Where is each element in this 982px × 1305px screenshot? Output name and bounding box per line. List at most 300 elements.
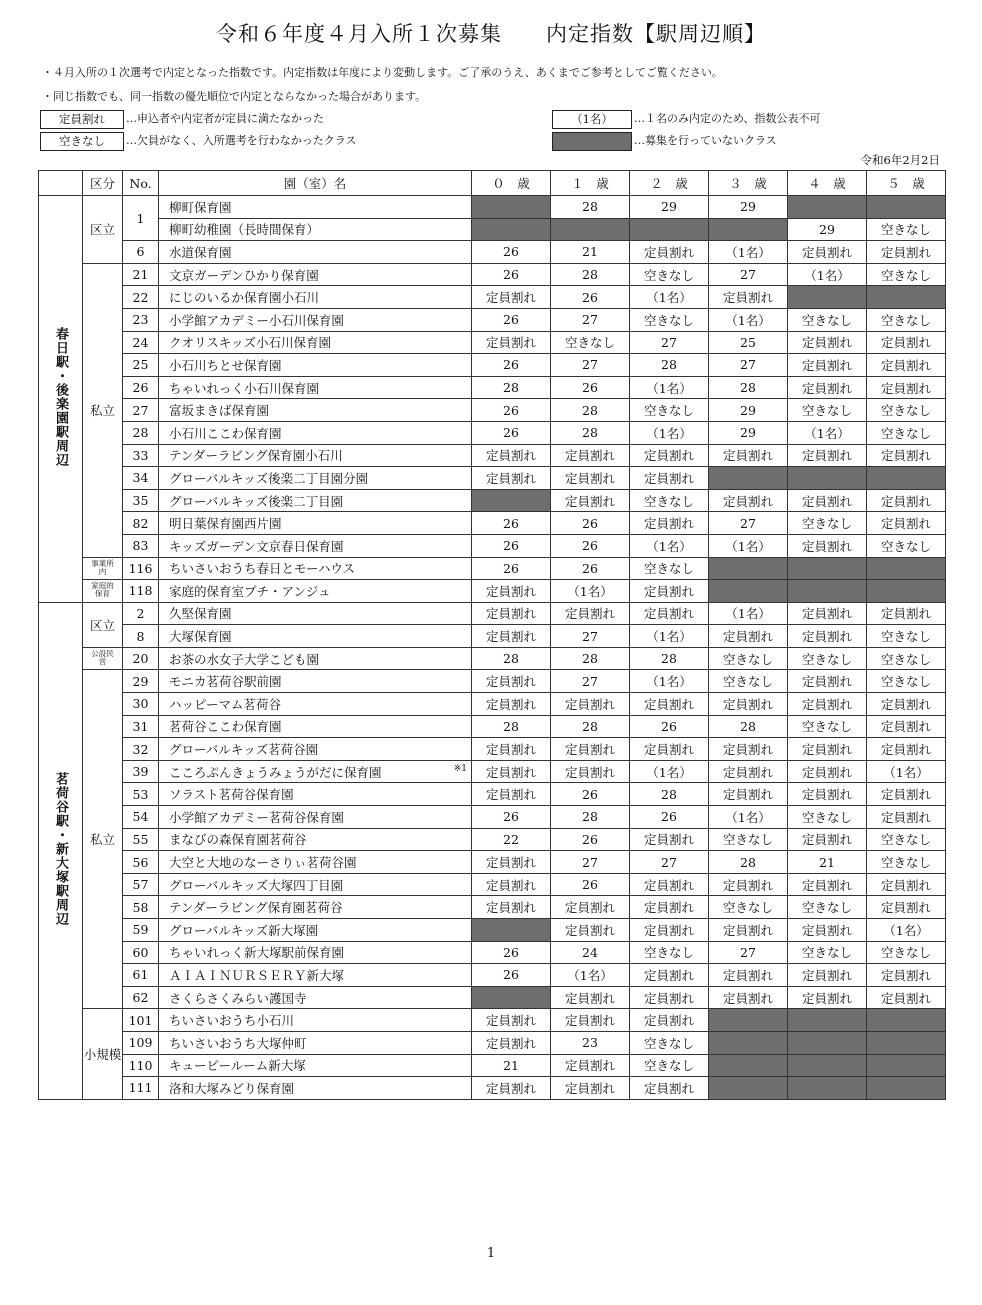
no-recruitment-cell: [867, 467, 946, 490]
score-cell-age-1: 28: [551, 647, 630, 670]
score-cell-age-3: 29: [709, 399, 788, 422]
score-cell-age-0: 26: [472, 941, 551, 964]
score-cell-age-0: 定員割れ: [472, 738, 551, 761]
score-cell-age-2: 空きなし: [630, 1031, 709, 1054]
score-cell-age-1: 21: [551, 241, 630, 264]
score-cell-age-0: 28: [472, 715, 551, 738]
no-recruitment-cell: [788, 557, 867, 580]
no-cell: 6: [123, 241, 159, 264]
table-row: [39, 354, 946, 377]
score-cell-age-4: 空きなし: [788, 896, 867, 919]
score-cell-age-0: 22: [472, 828, 551, 851]
score-cell-age-5: 定員割れ: [867, 331, 946, 354]
score-cell-age-4: 定員割れ: [788, 828, 867, 851]
score-cell-age-0: 26: [472, 421, 551, 444]
table-row: [39, 760, 946, 783]
facility-name: こころぷんきょうみょうがだに保育園: [169, 764, 382, 780]
facility-name: 柳町幼稚園（長時間保育）: [169, 222, 320, 238]
score-cell-age-3: 28: [709, 851, 788, 874]
no-cell: 109: [123, 1031, 159, 1054]
facility-name: ソラスト茗荷谷保育園: [169, 787, 294, 803]
no-cell: 57: [123, 873, 159, 896]
facility-name-cell: [159, 399, 472, 422]
legend-teiin-box: 定員割れ: [40, 110, 124, 129]
score-cell-age-1: 28: [551, 196, 630, 219]
no-recruitment-cell: [472, 196, 551, 219]
score-cell-age-2: 空きなし: [630, 308, 709, 331]
no-cell: 32: [123, 738, 159, 761]
score-cell-age-2: 空きなし: [630, 941, 709, 964]
header-category: 区分: [83, 171, 123, 196]
score-cell-age-2: 定員割れ: [630, 580, 709, 603]
score-cell-age-0: 26: [472, 308, 551, 331]
score-cell-age-3: 定員割れ: [709, 489, 788, 512]
table-row: [39, 1031, 946, 1054]
no-cell: 111: [123, 1077, 159, 1100]
no-recruitment-cell: [867, 1077, 946, 1100]
score-cell-age-3: 空きなし: [709, 647, 788, 670]
score-cell-age-5: 空きなし: [867, 625, 946, 648]
score-cell-age-0: 26: [472, 399, 551, 422]
category-label: 事業所内: [91, 558, 114, 576]
score-cell-age-3: 定員割れ: [709, 964, 788, 987]
no-cell: 1: [123, 196, 159, 241]
facility-name-cell: [159, 286, 472, 309]
score-cell-age-3: （1名）: [709, 308, 788, 331]
facility-name: ちいさいおうち大塚仲町: [169, 1035, 307, 1051]
facility-name-cell: [159, 919, 472, 942]
score-cell-age-5: 定員割れ: [867, 873, 946, 896]
score-cell-age-4: 定員割れ: [788, 964, 867, 987]
facility-name-cell: [159, 806, 472, 829]
table-row: [39, 512, 946, 535]
score-cell-age-0: 26: [472, 354, 551, 377]
category-label: 区立: [89, 617, 115, 633]
score-cell-age-4: 定員割れ: [788, 376, 867, 399]
table-row: [39, 241, 946, 264]
score-cell-age-3: 29: [709, 421, 788, 444]
table-row: [39, 580, 946, 603]
page-title: 令和６年度４月入所１次募集 内定指数【駅周辺順】: [216, 22, 766, 46]
area-label: 春日駅・後楽園駅周辺: [53, 327, 68, 468]
no-recruitment-cell: [709, 557, 788, 580]
score-cell-age-2: 空きなし: [630, 399, 709, 422]
category-cell: [83, 670, 123, 1009]
score-cell-age-1: 定員割れ: [551, 467, 630, 490]
score-cell-age-0: 定員割れ: [472, 1077, 551, 1100]
table-row: [39, 1077, 946, 1100]
no-cell: 22: [123, 286, 159, 309]
table-row: [39, 602, 946, 625]
facility-name: 久堅保育園: [169, 606, 232, 622]
score-cell-age-3: 定員割れ: [709, 919, 788, 942]
score-cell-age-3: 29: [709, 196, 788, 219]
facility-name-cell: [159, 670, 472, 693]
no-cell: 35: [123, 489, 159, 512]
facility-name-cell: [159, 354, 472, 377]
no-recruitment-cell: [788, 1077, 867, 1100]
score-cell-age-1: 27: [551, 625, 630, 648]
score-cell-age-5: 空きなし: [867, 421, 946, 444]
facility-name: 明日葉保育園西片園: [169, 516, 282, 532]
score-cell-age-1: 定員割れ: [551, 986, 630, 1009]
no-recruitment-cell: [709, 467, 788, 490]
score-cell-age-1: 定員割れ: [551, 602, 630, 625]
score-cell-age-1: （1名）: [551, 964, 630, 987]
facility-name-cell: [159, 331, 472, 354]
score-cell-age-5: 定員割れ: [867, 602, 946, 625]
no-cell: 60: [123, 941, 159, 964]
no-recruitment-cell: [867, 286, 946, 309]
no-cell: 31: [123, 715, 159, 738]
score-cell-age-1: 定員割れ: [551, 489, 630, 512]
no-recruitment-cell: [867, 557, 946, 580]
no-recruitment-cell: [867, 196, 946, 219]
score-cell-age-1: 26: [551, 376, 630, 399]
score-cell-age-0: 定員割れ: [472, 625, 551, 648]
facility-name-cell: [159, 693, 472, 716]
facility-name: ちいさいおうち小石川: [169, 1013, 295, 1029]
no-recruitment-cell: [709, 1009, 788, 1032]
table-row: [39, 986, 946, 1009]
facility-name-cell: [159, 512, 472, 535]
facility-name-cell: [159, 738, 472, 761]
score-cell-age-2: 26: [630, 715, 709, 738]
no-cell: 8: [123, 625, 159, 648]
score-cell-age-3: 定員割れ: [709, 693, 788, 716]
score-cell-age-5: 空きなし: [867, 941, 946, 964]
score-cell-age-3: （1名）: [709, 806, 788, 829]
table-header-row: [39, 171, 946, 196]
score-cell-age-2: 29: [630, 196, 709, 219]
score-cell-age-2: （1名）: [630, 534, 709, 557]
header-age-2: ２ 歳: [630, 171, 709, 196]
facility-name-cell: [159, 421, 472, 444]
category-cell: [83, 647, 123, 670]
score-cell-age-2: 定員割れ: [630, 919, 709, 942]
score-cell-age-2: 定員割れ: [630, 1077, 709, 1100]
score-cell-age-2: 27: [630, 851, 709, 874]
score-cell-age-0: 定員割れ: [472, 873, 551, 896]
score-cell-age-2: （1名）: [630, 670, 709, 693]
score-cell-age-1: 定員割れ: [551, 1054, 630, 1077]
no-recruitment-cell: [472, 489, 551, 512]
no-cell: 55: [123, 828, 159, 851]
score-cell-age-4: 定員割れ: [788, 331, 867, 354]
table-row: [39, 896, 946, 919]
score-cell-age-1: （1名）: [551, 580, 630, 603]
facility-name: 茗荷谷ここわ保育園: [169, 719, 282, 735]
table-row: [39, 534, 946, 557]
facility-name-cell: [159, 1009, 472, 1032]
table-row: [39, 851, 946, 874]
table-row: [39, 783, 946, 806]
no-cell: 33: [123, 444, 159, 467]
facility-name: 小学館アカデミー小石川保育園: [169, 312, 344, 328]
table-row: [39, 828, 946, 851]
no-cell: 118: [123, 580, 159, 603]
facility-name-cell: [159, 580, 472, 603]
score-cell-age-0: 定員割れ: [472, 467, 551, 490]
score-cell-age-5: 定員割れ: [867, 241, 946, 264]
score-cell-age-2: （1名）: [630, 760, 709, 783]
score-cell-age-5: 定員割れ: [867, 806, 946, 829]
score-cell-age-3: 27: [709, 354, 788, 377]
table-row: [39, 919, 946, 942]
score-cell-age-2: 定員割れ: [630, 873, 709, 896]
score-cell-age-4: 21: [788, 851, 867, 874]
score-cell-age-4: 定員割れ: [788, 534, 867, 557]
table-row: [39, 444, 946, 467]
no-cell: 34: [123, 467, 159, 490]
no-cell: 53: [123, 783, 159, 806]
no-recruitment-cell: [788, 1054, 867, 1077]
score-cell-age-4: 定員割れ: [788, 241, 867, 264]
score-cell-age-1: 空きなし: [551, 331, 630, 354]
score-cell-age-1: 定員割れ: [551, 919, 630, 942]
legend-gray-box: [552, 132, 632, 151]
note-line-1: ・４月入所の１次選考で内定となった指数です。内定指数は年度により変動します。ご了承のうえ、あくまでご参考としてご覧ください。: [42, 66, 723, 79]
facility-name-cell: [159, 218, 472, 241]
score-cell-age-5: 定員割れ: [867, 444, 946, 467]
no-recruitment-cell: [788, 1031, 867, 1054]
score-cell-age-3: 定員割れ: [709, 625, 788, 648]
score-cell-age-0: 26: [472, 263, 551, 286]
facility-name: ＡＩＡＩＮＵＲＳＥＲＹ新大塚: [169, 967, 345, 983]
legend-teiin-desc: …申込者や内定者が定員に満たなかった: [126, 112, 324, 125]
table-row: [39, 489, 946, 512]
score-cell-age-0: 定員割れ: [472, 851, 551, 874]
score-cell-age-5: 空きなし: [867, 828, 946, 851]
facility-name-cell: [159, 647, 472, 670]
score-cell-age-3: 定員割れ: [709, 286, 788, 309]
table-row: [39, 196, 946, 219]
score-cell-age-1: 定員割れ: [551, 738, 630, 761]
no-recruitment-cell: [788, 286, 867, 309]
score-cell-age-4: 29: [788, 218, 867, 241]
facility-name: グローバルキッズ新大塚園: [169, 922, 319, 938]
score-cell-age-4: 空きなし: [788, 647, 867, 670]
score-cell-age-2: 定員割れ: [630, 444, 709, 467]
header-age-5: ５ 歳: [867, 171, 946, 196]
score-cell-age-3: 定員割れ: [709, 873, 788, 896]
score-cell-age-5: 定員割れ: [867, 693, 946, 716]
score-cell-age-3: 定員割れ: [709, 738, 788, 761]
score-cell-age-4: 定員割れ: [788, 873, 867, 896]
score-cell-age-1: 27: [551, 670, 630, 693]
score-cell-age-1: 27: [551, 308, 630, 331]
facility-name-cell: [159, 489, 472, 512]
score-cell-age-0: 定員割れ: [472, 1009, 551, 1032]
no-cell: 2: [123, 602, 159, 625]
score-cell-age-3: 空きなし: [709, 896, 788, 919]
no-recruitment-cell: [788, 580, 867, 603]
score-cell-age-1: 28: [551, 715, 630, 738]
header-name: 園（室）名: [159, 171, 472, 196]
score-cell-age-0: 定員割れ: [472, 693, 551, 716]
category-label: 公設民営: [91, 649, 114, 667]
facility-name-cell: [159, 196, 472, 219]
category-cell: [83, 580, 123, 603]
legend-akinashi-box: 空きなし: [40, 132, 124, 151]
score-cell-age-4: （1名）: [788, 421, 867, 444]
table-row: [39, 670, 946, 693]
no-recruitment-cell: [867, 1054, 946, 1077]
no-cell: 83: [123, 534, 159, 557]
score-cell-age-4: 定員割れ: [788, 354, 867, 377]
score-cell-age-2: 定員割れ: [630, 738, 709, 761]
score-cell-age-4: 空きなし: [788, 806, 867, 829]
score-cell-age-5: 定員割れ: [867, 354, 946, 377]
no-recruitment-cell: [788, 467, 867, 490]
score-cell-age-1: 28: [551, 806, 630, 829]
score-cell-age-4: 空きなし: [788, 308, 867, 331]
category-cell: [83, 196, 123, 264]
no-recruitment-cell: [630, 218, 709, 241]
facility-name-cell: [159, 828, 472, 851]
score-cell-age-0: 定員割れ: [472, 760, 551, 783]
table-row: [39, 218, 946, 241]
score-cell-age-5: 空きなし: [867, 308, 946, 331]
score-cell-age-2: 定員割れ: [630, 986, 709, 1009]
legend-gray-desc: …募集を行っていないクラス: [634, 134, 777, 147]
facility-name: 洛和大塚みどり保育園: [169, 1080, 295, 1096]
facility-name: お茶の水女子大学こども園: [169, 651, 320, 667]
area-cell: [39, 602, 83, 1099]
score-cell-age-2: （1名）: [630, 376, 709, 399]
score-cell-age-2: 28: [630, 783, 709, 806]
score-cell-age-5: 定員割れ: [867, 489, 946, 512]
footnote-mark: ※1: [453, 763, 467, 774]
facility-name: ハッピーマム茗荷谷: [169, 696, 282, 712]
score-cell-age-1: 24: [551, 941, 630, 964]
table-row: [39, 738, 946, 761]
score-cell-age-1: 28: [551, 421, 630, 444]
score-cell-age-2: 定員割れ: [630, 241, 709, 264]
facility-name-cell: [159, 534, 472, 557]
score-cell-age-5: 定員割れ: [867, 964, 946, 987]
facility-name-cell: [159, 241, 472, 264]
note-line-2: ・同じ指数でも、同一指数の優先順位で内定とならなかった場合があります。: [42, 90, 427, 103]
score-cell-age-2: 定員割れ: [630, 828, 709, 851]
category-cell: [83, 263, 123, 557]
no-recruitment-cell: [788, 196, 867, 219]
legend-one-desc: …１名のみ内定のため、指数公表不可: [634, 112, 821, 125]
score-cell-age-5: 定員割れ: [867, 986, 946, 1009]
table-row: [39, 964, 946, 987]
table-row: [39, 399, 946, 422]
table-row: [39, 873, 946, 896]
score-cell-age-1: 26: [551, 534, 630, 557]
page-number: 1: [486, 1246, 496, 1261]
score-cell-age-2: 空きなし: [630, 263, 709, 286]
facility-name-cell: [159, 941, 472, 964]
score-cell-age-3: 定員割れ: [709, 783, 788, 806]
score-cell-age-2: 空きなし: [630, 1054, 709, 1077]
category-cell: [83, 1009, 123, 1099]
facility-name-cell: [159, 263, 472, 286]
score-cell-age-2: （1名）: [630, 625, 709, 648]
facility-name: まなびの森保育園茗荷谷: [169, 832, 307, 848]
no-cell: 20: [123, 647, 159, 670]
score-cell-age-1: 28: [551, 263, 630, 286]
score-table: [38, 170, 946, 1100]
facility-name: 小石川ちとせ保育園: [169, 357, 282, 373]
score-cell-age-3: 定員割れ: [709, 760, 788, 783]
score-cell-age-5: 定員割れ: [867, 738, 946, 761]
facility-name: ちゃいれっく新大塚駅前保育園: [169, 945, 345, 961]
score-cell-age-3: 28: [709, 715, 788, 738]
score-cell-age-0: 定員割れ: [472, 331, 551, 354]
facility-name-cell: [159, 896, 472, 919]
facility-name: モニカ茗荷谷駅前園: [169, 674, 282, 690]
header-no: No.: [123, 171, 159, 196]
facility-name: キューピールーム新大塚: [169, 1058, 306, 1074]
no-cell: 26: [123, 376, 159, 399]
score-cell-age-1: 26: [551, 873, 630, 896]
score-cell-age-3: 空きなし: [709, 828, 788, 851]
table-row: [39, 467, 946, 490]
score-cell-age-3: （1名）: [709, 602, 788, 625]
facility-name-cell: [159, 760, 472, 783]
no-recruitment-cell: [709, 1077, 788, 1100]
table-row: [39, 1009, 946, 1032]
no-cell: 29: [123, 670, 159, 693]
score-cell-age-1: 定員割れ: [551, 693, 630, 716]
score-cell-age-5: 定員割れ: [867, 715, 946, 738]
score-cell-age-1: 26: [551, 783, 630, 806]
facility-name-cell: [159, 376, 472, 399]
table-row: [39, 286, 946, 309]
facility-name-cell: [159, 783, 472, 806]
facility-name-cell: [159, 1054, 472, 1077]
facility-name-cell: [159, 557, 472, 580]
facility-name-cell: [159, 467, 472, 490]
facility-name: 家庭的保育室プチ・アンジュ: [169, 583, 331, 599]
facility-name: ちいさいおうち春日とモーハウス: [169, 561, 356, 577]
no-cell: 27: [123, 399, 159, 422]
score-cell-age-4: 定員割れ: [788, 489, 867, 512]
score-cell-age-5: 定員割れ: [867, 512, 946, 535]
score-cell-age-1: 定員割れ: [551, 760, 630, 783]
score-cell-age-5: 空きなし: [867, 218, 946, 241]
area-label: 茗荷谷駅・新大塚駅周辺: [53, 772, 68, 927]
score-cell-age-0: 26: [472, 241, 551, 264]
score-cell-age-4: 定員割れ: [788, 738, 867, 761]
header-age-0: ０ 歳: [472, 171, 551, 196]
facility-name-cell: [159, 964, 472, 987]
header-age-1: １ 歳: [551, 171, 630, 196]
score-cell-age-3: 定員割れ: [709, 444, 788, 467]
no-recruitment-cell: [788, 1009, 867, 1032]
score-cell-age-3: 27: [709, 941, 788, 964]
no-cell: 24: [123, 331, 159, 354]
no-cell: 82: [123, 512, 159, 535]
score-cell-age-4: 定員割れ: [788, 444, 867, 467]
facility-name-cell: [159, 1031, 472, 1054]
facility-name: さくらさくみらい護国寺: [169, 990, 307, 1006]
score-cell-age-4: 空きなし: [788, 512, 867, 535]
score-cell-age-5: 定員割れ: [867, 783, 946, 806]
facility-name-cell: [159, 444, 472, 467]
legend-one-box: （1名）: [552, 110, 632, 129]
score-cell-age-4: 定員割れ: [788, 625, 867, 648]
facility-name: 文京ガーデンひかり保育園: [169, 267, 319, 283]
header-age-4: ４ 歳: [788, 171, 867, 196]
score-cell-age-3: 27: [709, 263, 788, 286]
facility-name-cell: [159, 602, 472, 625]
table-row: [39, 421, 946, 444]
